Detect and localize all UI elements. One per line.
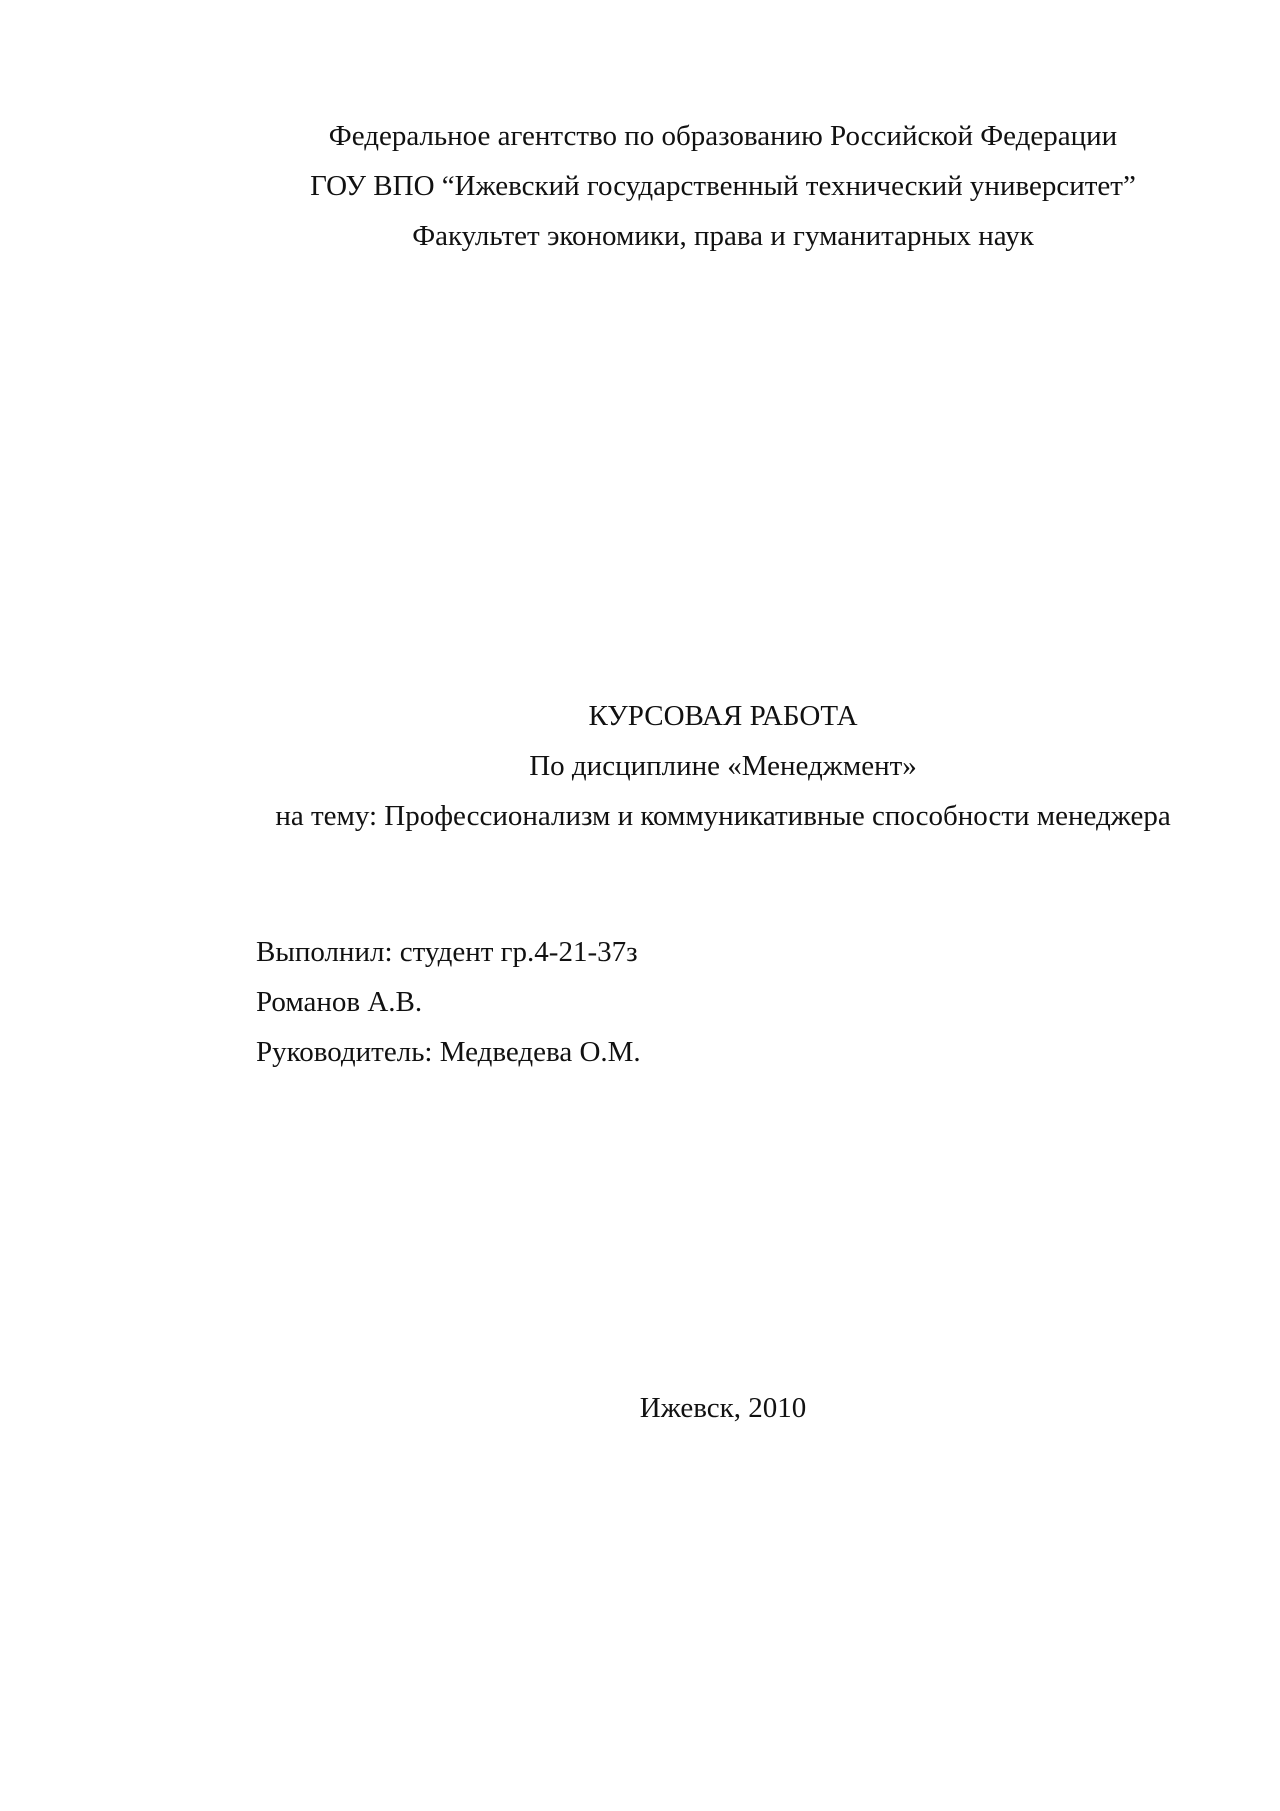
- performed-by-line: Выполнил: студент гр.4-21-37з: [256, 936, 638, 968]
- agency-line: Федеральное агентство по образованию Российской Федерации: [328, 120, 1118, 152]
- faculty-line: Факультет экономики, права и гуманитарных наук: [412, 220, 1034, 252]
- discipline-line: По дисциплине «Менеджмент»: [529, 750, 917, 782]
- supervisor-line: Руководитель: Медведева О.М.: [256, 1036, 641, 1068]
- work-type-heading: КУРСОВАЯ РАБОТА: [588, 700, 858, 732]
- university-line: ГОУ ВПО “Ижевский государственный технический университет”: [310, 170, 1136, 202]
- topic-line: на тему: Профессионализм и коммуникативные способности менеджера: [275, 800, 1171, 832]
- student-name-line: Романов А.В.: [256, 986, 423, 1018]
- city-year-line: Ижевск, 2010: [639, 1392, 807, 1424]
